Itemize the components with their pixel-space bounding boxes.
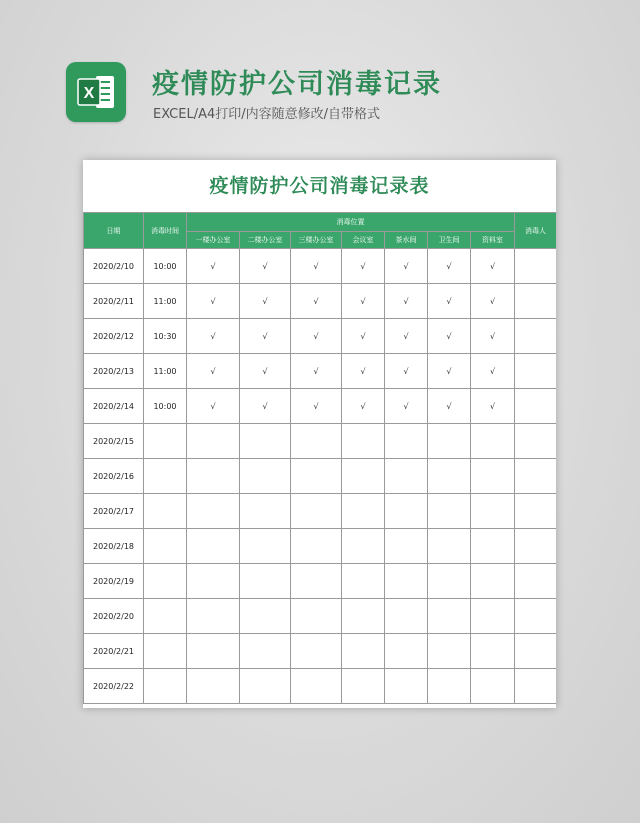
cell-check: √ <box>187 249 240 284</box>
cell-check <box>342 634 385 669</box>
cell-check: √ <box>385 284 428 319</box>
cell-check: √ <box>342 249 385 284</box>
table-row <box>84 459 557 494</box>
cell-check <box>428 564 471 599</box>
cell-check <box>342 459 385 494</box>
cell-person <box>515 599 556 634</box>
cell-check <box>342 424 385 459</box>
cell-check <box>187 494 240 529</box>
cell-person <box>515 669 556 704</box>
table-row <box>84 564 557 599</box>
cell-check <box>291 529 342 564</box>
excel-logo-icon <box>66 62 126 122</box>
table-row <box>84 669 557 704</box>
cell-check: √ <box>471 284 515 319</box>
cell-check <box>240 424 291 459</box>
cell-person <box>515 634 556 669</box>
cell-time: 10:30 <box>144 319 187 354</box>
cell-check <box>471 634 515 669</box>
cell-check: √ <box>385 249 428 284</box>
cell-date: 2020/2/12 <box>84 319 144 354</box>
cell-check <box>291 634 342 669</box>
table-row <box>84 284 557 319</box>
cell-check: √ <box>342 284 385 319</box>
cell-time <box>144 424 187 459</box>
cell-check <box>291 599 342 634</box>
cell-time: 10:00 <box>144 249 187 284</box>
cell-date: 2020/2/11 <box>84 284 144 319</box>
cell-check: √ <box>187 354 240 389</box>
cell-check <box>240 669 291 704</box>
table-body <box>84 249 557 704</box>
table-row <box>84 249 557 284</box>
table-row <box>84 599 557 634</box>
header-location: 一楼办公室 <box>187 232 240 249</box>
header-time: 消毒时间 <box>144 213 187 249</box>
table-row <box>84 389 557 424</box>
cell-check <box>342 599 385 634</box>
cell-check: √ <box>428 284 471 319</box>
cell-person <box>515 354 556 389</box>
cell-time <box>144 529 187 564</box>
cell-date: 2020/2/14 <box>84 389 144 424</box>
cell-check: √ <box>385 389 428 424</box>
cell-check <box>342 564 385 599</box>
cell-person <box>515 389 556 424</box>
cell-date: 2020/2/17 <box>84 494 144 529</box>
table-row <box>84 634 557 669</box>
cell-check <box>240 494 291 529</box>
cell-check <box>385 424 428 459</box>
table-row <box>84 319 557 354</box>
cell-time <box>144 494 187 529</box>
cell-check <box>240 634 291 669</box>
cell-check <box>385 634 428 669</box>
cell-check: √ <box>291 249 342 284</box>
cell-date: 2020/2/22 <box>84 669 144 704</box>
table-row <box>84 354 557 389</box>
cell-check <box>471 494 515 529</box>
page-subtitle: EXCEL/A4打印/内容随意修改/自带格式 <box>153 107 381 122</box>
cell-check <box>428 424 471 459</box>
header-date: 日期 <box>84 213 144 249</box>
cell-check <box>428 529 471 564</box>
cell-date: 2020/2/10 <box>84 249 144 284</box>
header-location: 二楼办公室 <box>240 232 291 249</box>
cell-check: √ <box>428 389 471 424</box>
header-location: 卫生间 <box>428 232 471 249</box>
cell-check <box>240 459 291 494</box>
cell-check <box>385 669 428 704</box>
header-location: 三楼办公室 <box>291 232 342 249</box>
cell-check: √ <box>240 319 291 354</box>
cell-person <box>515 249 556 284</box>
cell-check: √ <box>385 354 428 389</box>
cell-check <box>291 424 342 459</box>
cell-time: 11:00 <box>144 354 187 389</box>
cell-check: √ <box>342 354 385 389</box>
page-title: 疫情防护公司消毒记录 <box>152 69 442 100</box>
cell-check: √ <box>471 354 515 389</box>
cell-check <box>471 564 515 599</box>
cell-person <box>515 529 556 564</box>
spreadsheet-preview <box>83 160 556 708</box>
cell-check <box>428 494 471 529</box>
cell-check <box>385 494 428 529</box>
cell-check <box>428 459 471 494</box>
cell-check <box>471 669 515 704</box>
cell-time: 10:00 <box>144 389 187 424</box>
cell-date: 2020/2/18 <box>84 529 144 564</box>
cell-date: 2020/2/15 <box>84 424 144 459</box>
cell-check: √ <box>428 249 471 284</box>
cell-time <box>144 669 187 704</box>
cell-check <box>291 564 342 599</box>
cell-time <box>144 599 187 634</box>
cell-check: √ <box>187 389 240 424</box>
cell-check <box>240 564 291 599</box>
cell-check <box>385 459 428 494</box>
header-location: 茶水间 <box>385 232 428 249</box>
cell-check: √ <box>471 249 515 284</box>
cell-check <box>187 599 240 634</box>
cell-check <box>187 459 240 494</box>
header-location: 资料室 <box>471 232 515 249</box>
cell-check: √ <box>187 284 240 319</box>
cell-person <box>515 284 556 319</box>
cell-check: √ <box>187 319 240 354</box>
header-location-group: 消毒位置 <box>187 213 515 232</box>
header-location: 会议室 <box>342 232 385 249</box>
header-person: 消毒人 <box>515 213 556 249</box>
cell-check <box>428 599 471 634</box>
cell-check: √ <box>471 319 515 354</box>
cell-date: 2020/2/20 <box>84 599 144 634</box>
cell-check <box>187 669 240 704</box>
cell-check <box>187 424 240 459</box>
cell-check: √ <box>240 284 291 319</box>
cell-check: √ <box>385 319 428 354</box>
cell-check <box>471 459 515 494</box>
cell-person <box>515 494 556 529</box>
cell-check <box>240 529 291 564</box>
cell-check <box>187 529 240 564</box>
sheet-title: 疫情防护公司消毒记录表 <box>209 175 430 197</box>
cell-date: 2020/2/16 <box>84 459 144 494</box>
table-row <box>84 529 557 564</box>
cell-time <box>144 634 187 669</box>
cell-check: √ <box>342 319 385 354</box>
cell-check <box>385 564 428 599</box>
cell-check <box>428 669 471 704</box>
cell-check: √ <box>471 389 515 424</box>
cell-check <box>471 424 515 459</box>
table-row <box>84 494 557 529</box>
cell-date: 2020/2/19 <box>84 564 144 599</box>
cell-check: √ <box>291 319 342 354</box>
cell-check: √ <box>291 354 342 389</box>
cell-person <box>515 459 556 494</box>
cell-check: √ <box>240 249 291 284</box>
cell-check <box>187 564 240 599</box>
cell-check <box>291 459 342 494</box>
cell-time: 11:00 <box>144 284 187 319</box>
cell-check: √ <box>291 389 342 424</box>
cell-check <box>385 529 428 564</box>
cell-time <box>144 459 187 494</box>
svg-text:X: X <box>83 85 95 102</box>
cell-check <box>342 494 385 529</box>
cell-check <box>187 634 240 669</box>
cell-person <box>515 424 556 459</box>
cell-check <box>342 669 385 704</box>
cell-check: √ <box>240 389 291 424</box>
cell-check <box>471 599 515 634</box>
cell-person <box>515 564 556 599</box>
cell-check: √ <box>291 284 342 319</box>
disinfection-record-table <box>83 212 556 704</box>
cell-check: √ <box>428 319 471 354</box>
cell-check <box>240 599 291 634</box>
cell-check: √ <box>240 354 291 389</box>
cell-person <box>515 319 556 354</box>
cell-check <box>385 599 428 634</box>
cell-check <box>291 494 342 529</box>
cell-check: √ <box>342 389 385 424</box>
cell-check <box>471 529 515 564</box>
cell-check <box>291 669 342 704</box>
cell-check <box>342 529 385 564</box>
cell-check <box>428 634 471 669</box>
cell-check: √ <box>428 354 471 389</box>
cell-time <box>144 564 187 599</box>
cell-date: 2020/2/13 <box>84 354 144 389</box>
cell-date: 2020/2/21 <box>84 634 144 669</box>
table-row <box>84 424 557 459</box>
